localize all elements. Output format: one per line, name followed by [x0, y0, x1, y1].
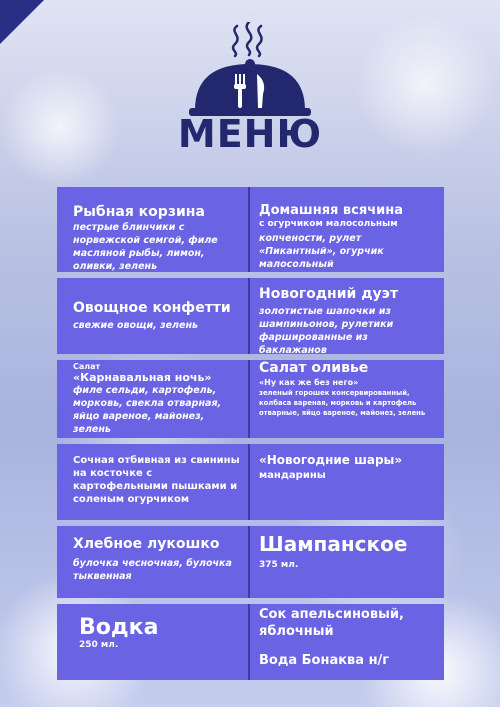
menu-item-juice-water — [250, 604, 444, 680]
item-prefix: Салат — [73, 362, 101, 371]
item-description: Сочная отбивная из свинины на косточке с картофельными пышками и соленым огурчиком — [73, 455, 240, 505]
item-description: зеленый горошек консервированный, колбаса вареная, морковь и картофель отварные, яйцо вареное, майонез, зелень — [259, 389, 426, 417]
menu-item-new-year-duet — [250, 278, 444, 354]
item-description: мандарины — [259, 470, 326, 481]
item-description: Вода Бонаква н/г — [259, 653, 390, 668]
item-name: Домашняя всячина — [259, 203, 403, 218]
item-name: Овощное конфетти — [73, 300, 231, 316]
item-description: филе сельди, картофель, морковь, свекла отварная, яйцо вареное, майонез, зелень — [73, 385, 222, 435]
menu-item-fish-basket — [57, 187, 250, 272]
menu-item-olivier-salad — [250, 360, 444, 438]
item-name: «Новогодние шары» — [259, 453, 403, 467]
item-description: 250 мл. — [79, 640, 119, 650]
item-name: Салат оливье — [259, 360, 369, 376]
item-name: Водка — [79, 615, 159, 640]
item-description: 375 мл. — [259, 560, 299, 570]
item-description: пестрые блинчики с норвежской семгой, филе масляной рыбы, лимон, оливки, зелень — [73, 222, 218, 272]
item-name: Хлебное лукошко — [73, 536, 220, 552]
menu-row — [57, 604, 444, 680]
item-subtitle: с огурчиком малосольным — [259, 219, 398, 229]
menu-item-vodka — [57, 604, 250, 680]
item-description: свежие овощи, зелень — [73, 320, 199, 331]
menu-item-new-year-balls — [250, 444, 444, 520]
item-name: Рыбная корзина — [73, 204, 205, 220]
menu-item-home-platter — [250, 187, 444, 272]
menu-row — [57, 360, 444, 438]
item-subtitle: «Ну как же без него» — [259, 378, 359, 387]
menu-item-champagne — [250, 526, 444, 598]
item-name: Шампанское — [259, 532, 408, 556]
menu-item-carnival-night — [57, 360, 250, 438]
item-name: Сок апельсиновый, яблочный — [259, 607, 404, 639]
item-description: копчености, рулет «Пикантный», огурчик малосольный — [259, 233, 384, 270]
menu-row — [57, 526, 444, 598]
cloche-icon — [185, 22, 315, 122]
menu-grid — [57, 187, 444, 686]
item-name: Новогодний дуэт — [259, 286, 399, 302]
menu-item-bread-basket — [57, 526, 250, 598]
menu-row — [57, 278, 444, 354]
menu-row — [57, 444, 444, 520]
menu-item-vegetable-confetti — [57, 278, 250, 354]
menu-row — [57, 187, 444, 272]
item-description: золотистые шапочки из шампиньонов, рулетики фаршированные из баклажанов — [259, 306, 394, 356]
page-title: МЕНЮ — [177, 112, 323, 156]
item-name: «Карнавальная ночь» — [73, 371, 212, 384]
corner-decoration — [0, 0, 44, 44]
menu-item-pork-chop — [57, 444, 250, 520]
item-description: булочка чесночная, булочка тыквенная — [73, 558, 232, 582]
